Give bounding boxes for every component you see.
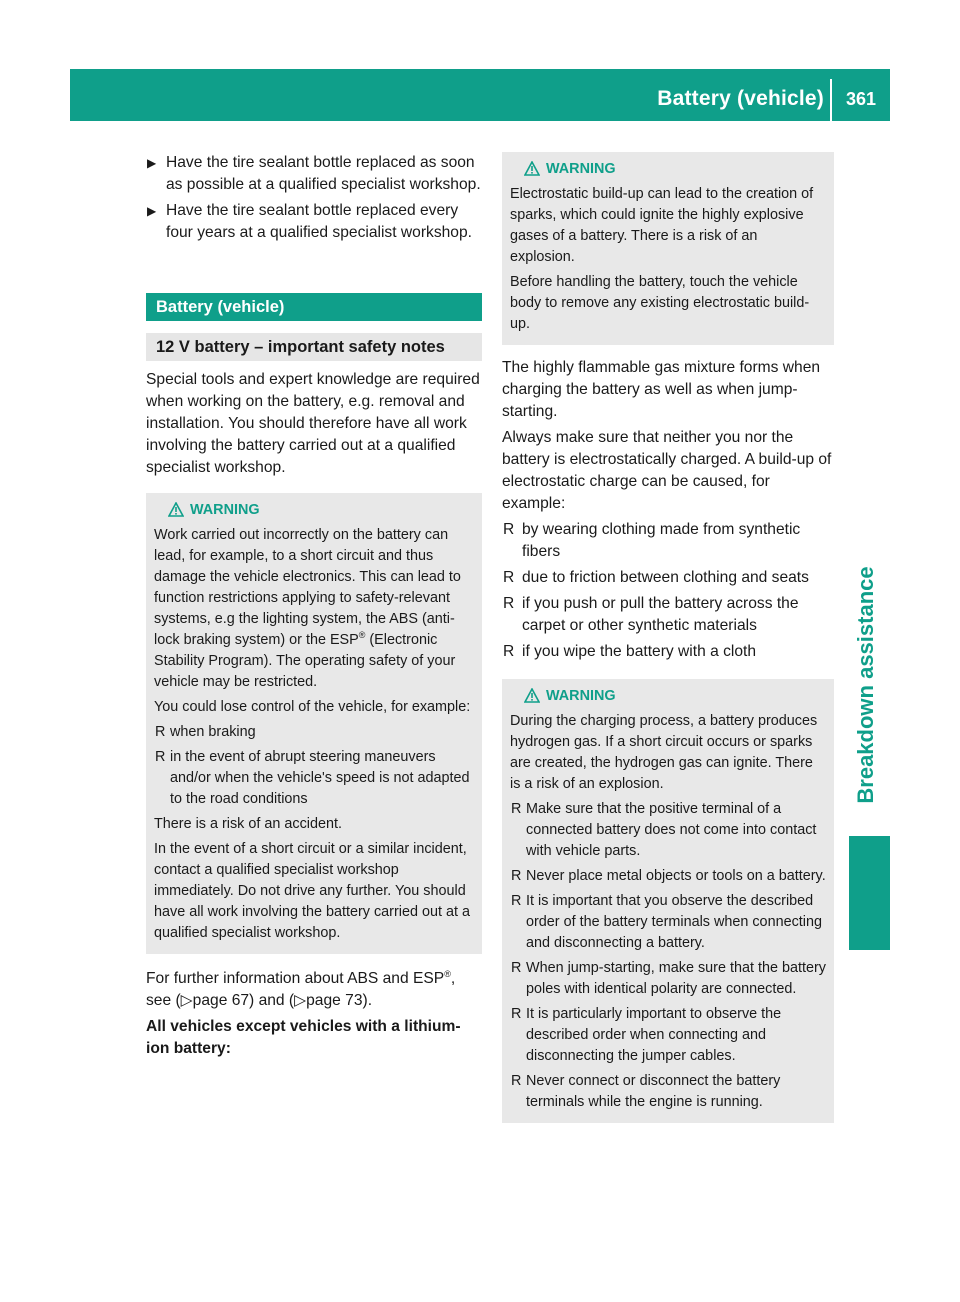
bullet-icon: R [503, 521, 515, 538]
bold-heading: All vehicles except vehicles with a lithium-ion battery: [146, 1018, 461, 1057]
instruction-item: ▶ Have the tire sealant bottle replaced as soon as possible at a qualified specialist workshop. [147, 154, 481, 193]
warning-heading: WARNING [510, 685, 826, 707]
bullet-icon: R [511, 801, 522, 817]
warning-heading: WARNING [154, 499, 474, 521]
warning-text: There is a risk of an accident. [154, 816, 342, 832]
bullet-icon: R [511, 893, 522, 909]
warning-heading: WARNING [510, 158, 826, 180]
warning-triangle-icon [168, 502, 184, 517]
body-paragraph: Always make sure that neither you nor the battery is electrostatically charged. A build-up of electrostatic charge can be caused, for example: [502, 429, 832, 512]
warning-text: During the charging process, a battery produces hydrogen gas. If a short circuit occurs or sparks are created, the hydrogen gas can ignite. There is a risk of an explosion. [510, 713, 818, 792]
page-number: 361 [845, 89, 877, 109]
bullet-icon: R [511, 1073, 522, 1089]
warning-bullet: R when braking [154, 722, 474, 743]
warning-triangle-icon [524, 688, 540, 703]
warning-triangle-icon [524, 161, 540, 176]
warning-box [146, 493, 482, 954]
instruction-item: ▶ Have the tire sealant bottle replaced every four years at a qualified specialist workshop. [147, 202, 472, 241]
body-paragraph: The highly flammable gas mixture forms when charging the battery as well as when jump-starting. [502, 359, 821, 420]
further-info-paragraph: For further information about ABS and ESP®, see (▷page 67) and (▷page 73). [146, 968, 456, 1009]
body-paragraph: Special tools and expert knowledge are required when working on the battery, e.g. removal and installation. You should therefore have all work involving the battery carried out at a qualified specialist workshop. [146, 371, 480, 476]
bullet-icon: R [511, 960, 522, 976]
bullet-icon: R [511, 1006, 522, 1022]
warning-box [502, 152, 834, 345]
warning-text: Work carried out incorrectly on the battery can lead, for example, to a short circuit and thus damage the vehicle electronics. This can lead to function restrictions applying to safety-relevant systems, e.g the lighting system, the ABS (anti-lock braking system) or the ESP® (Electronic Stability Program). The operating safety of your vehicle may be restricted. [154, 527, 461, 690]
bullet-icon: R [503, 595, 515, 612]
ref-arrow-icon: ▷ [294, 992, 307, 1009]
subsection-title: 12 V battery – important safety notes [146, 333, 482, 361]
page-header [70, 69, 890, 121]
side-tab-label: Breakdown assistance [853, 566, 878, 804]
ref-arrow-icon: ▷ [180, 992, 193, 1009]
warning-bullet: R Never place metal objects or tools on a battery. [510, 866, 826, 887]
side-tab-marker [849, 836, 890, 950]
bullet-icon: R [511, 868, 522, 884]
warning-box [502, 679, 834, 1123]
warning-bullet: R It is important that you observe the described order of the battery terminals when connecting and disconnecting a battery. [511, 893, 822, 951]
section-title: Battery (vehicle) [146, 293, 482, 321]
list-item: R due to friction between clothing and seats [502, 567, 834, 589]
bullet-icon: R [503, 643, 515, 660]
list-item: R if you wipe the battery with a cloth [502, 641, 834, 663]
warning-text: Before handling the battery, touch the vehicle body to remove any existing electrostatic build-up. [510, 274, 810, 332]
warning-bullet: R in the event of abrupt steering maneuvers and/or when the vehicle's speed is not adapted to the road conditions [155, 749, 470, 807]
header-title: Battery (vehicle) [657, 87, 824, 110]
page-reference-link[interactable]: page 73 [306, 992, 363, 1009]
bullet-icon: R [503, 569, 515, 586]
warning-text: In the event of a short circuit or a similar incident, contact a qualified specialist workshop immediately. Do not drive any further. You should have all work involving the battery carried out at a qualified specialist workshop. [154, 841, 470, 941]
warning-bullet: R When jump-starting, make sure that the battery poles with identical polarity are connected. [511, 960, 826, 997]
left-column [146, 152, 482, 1064]
page-reference-link[interactable]: page 67 [192, 992, 250, 1009]
list-item: R if you push or pull the battery across the carpet or other synthetic materials [503, 595, 799, 634]
warning-text: Electrostatic build-up can lead to the creation of sparks, which could ignite the highly explosive gases of a battery. There is a risk of an explosion. [510, 186, 814, 265]
warning-text: You could lose control of the vehicle, for example: [154, 699, 471, 715]
warning-bullet: R Make sure that the positive terminal of a connected battery does not come into contact with vehicle parts. [511, 801, 817, 859]
right-column [502, 152, 834, 1123]
bullet-icon: R [155, 749, 166, 765]
arrow-icon: ▶ [147, 156, 157, 170]
arrow-icon: ▶ [147, 204, 157, 218]
warning-bullet: R It is particularly important to observe the described order when connecting and disconnecting the jumper cables. [511, 1006, 782, 1064]
bullet-icon: R [155, 724, 166, 740]
warning-bullet: R Never connect or disconnect the battery terminals while the engine is running. [511, 1073, 781, 1110]
list-item: R by wearing clothing made from synthetic fibers [503, 521, 801, 560]
